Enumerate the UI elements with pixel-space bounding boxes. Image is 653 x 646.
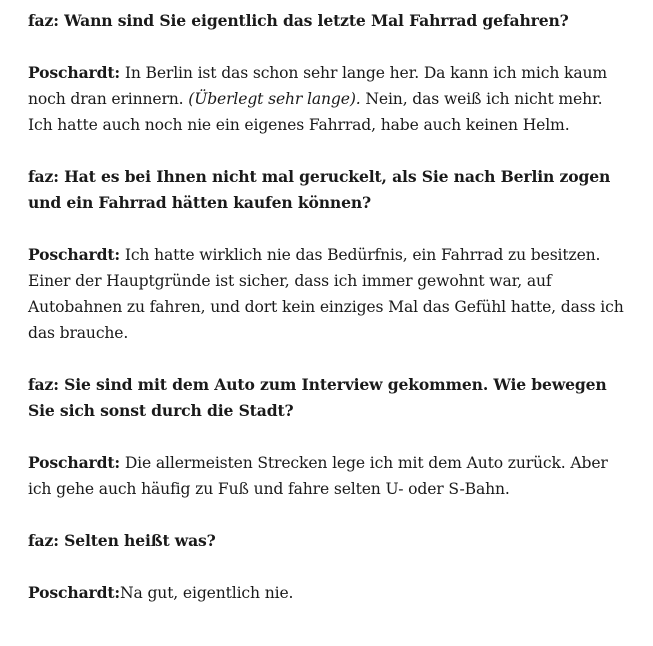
interview-question: faz: Selten heißt was?: [28, 531, 216, 550]
speaker-label: Poschardt:: [28, 453, 121, 472]
answer-text: Ich hatte wirklich nie das Bedürfnis, ein Fahrrad zu besitzen. Einer der Hauptgründe ist sicher, dass ich immer gewohnt war, auf Autobahnen zu fahren, und dort kein einziges Mal das Gefühl hatte, dass ich das brauche.: [28, 246, 624, 342]
interview-answer: [28, 580, 628, 606]
interview-answer: [28, 60, 628, 138]
speaker-label: Poschardt:: [28, 583, 121, 602]
answer-text: Die allermeisten Strecken lege ich mit dem Auto zurück. Aber ich gehe auch häufig zu Fuß und fahre selten U- oder S-Bahn.: [28, 454, 608, 498]
interview-answer: [28, 242, 628, 346]
interview-question: faz: Hat es bei Ihnen nicht mal geruckelt, als Sie nach Berlin zogen und ein Fahrrad hätten kaufen können?: [28, 167, 611, 212]
answer-text: In Berlin ist das schon sehr lange her. Da kann ich mich kaum noch dran erinnern.: [28, 64, 608, 108]
interview-question: faz: Sie sind mit dem Auto zum Interview gekommen. Wie bewegen Sie sich sonst durch die Stadt?: [28, 375, 607, 420]
interview-answer: [28, 450, 628, 502]
answer-text: Na gut, eigentlich nie.: [120, 584, 294, 602]
interview-question: faz: Wann sind Sie eigentlich das letzte Mal Fahrrad gefahren?: [28, 11, 569, 30]
stage-direction: (Überlegt sehr lange).: [188, 90, 361, 108]
speaker-label: Poschardt:: [28, 245, 121, 264]
speaker-label: Poschardt:: [28, 63, 121, 82]
answer-text: Nein, das weiß ich nicht mehr. Ich hatte auch noch nie ein eigenes Fahrrad, habe auch keinen Helm.: [28, 90, 603, 134]
interview-article: [28, 8, 628, 632]
